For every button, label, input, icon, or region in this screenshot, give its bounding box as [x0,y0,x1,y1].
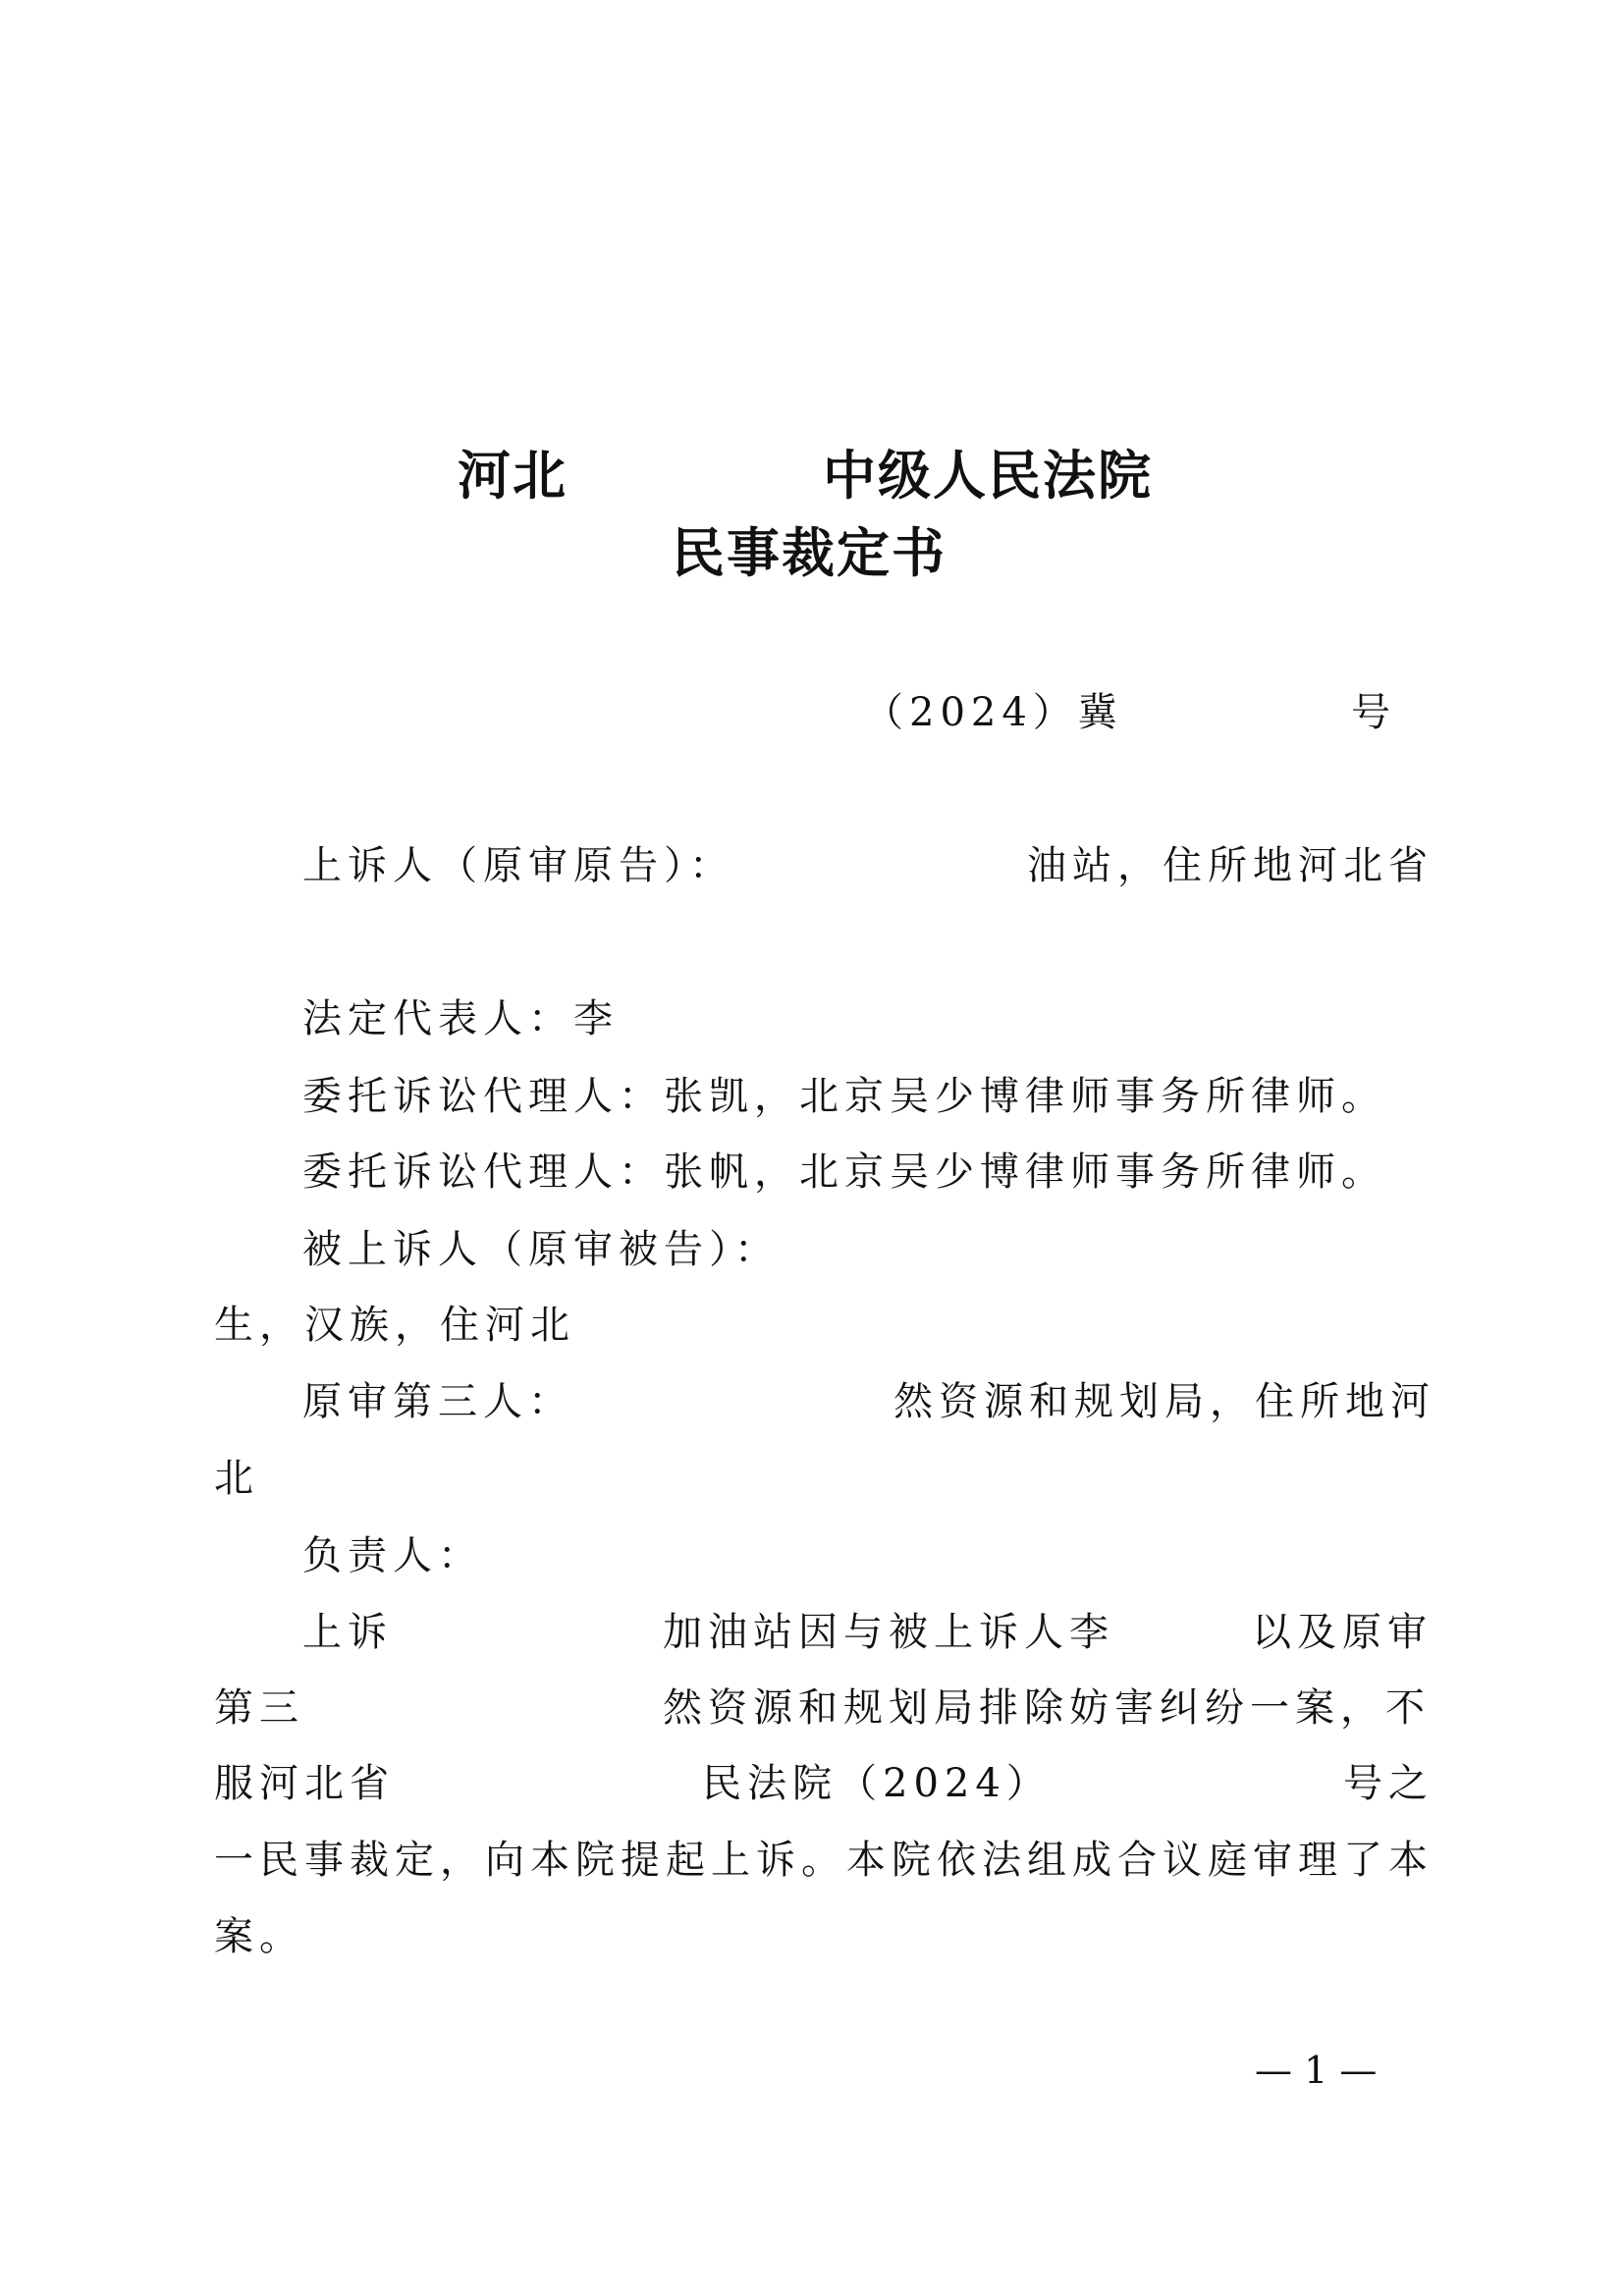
paragraph-line4: 一民事裁定，向本院提起上诉。本院依法组成合议庭审理了本 [214,1838,1434,1883]
paragraph-line1-a: 上诉 [302,1610,393,1655]
appellant-info: 油站，住所地河北省 [1027,843,1434,888]
legal-representative: 法定代表人：李 [302,996,619,1041]
paragraph-line3-c: 号之 [1343,1761,1434,1806]
paragraph-line3-a: 服河北省 [214,1761,395,1806]
agent-1: 委托诉讼代理人：张凯，北京吴少博律师事务所律师。 [302,1074,1386,1119]
paragraph-line1-c: 以及原审 [1252,1610,1433,1655]
third-party-info-cont: 北 [214,1456,259,1501]
case-number-prefix: （2024）冀 [864,690,1123,735]
paragraph-line2-b: 然资源和规划局排除妨害纠纷一案，不 [663,1685,1431,1731]
appellee-info: 生，汉族，住河北 [214,1303,575,1348]
appellant-label: 上诉人（原审原告）： [302,843,734,888]
paragraph-line3-b: 民法院（2024） [702,1761,1052,1806]
court-title-part2: 中级人民法院 [823,444,1153,507]
third-party-label: 原审第三人： [302,1379,573,1424]
responsible-person: 负责人： [302,1533,483,1578]
court-title-part1: 河北 [458,444,568,507]
appellee-label: 被上诉人（原审被告）： [302,1227,780,1272]
paragraph-line5: 案。 [214,1914,304,1959]
case-number-suffix: 号 [1351,690,1396,735]
paragraph-line1-b: 加油站因与被上诉人李 [663,1610,1114,1655]
paragraph-line2-a: 第三 [214,1685,304,1731]
third-party-info: 然资源和规划局，住所地河 [893,1379,1435,1424]
document-type-title: 民事裁定书 [672,521,947,584]
agent-2: 委托诉讼代理人：张帆，北京吴少博律师事务所律师。 [302,1149,1386,1195]
page-number: — 1 — [1255,2049,1378,2092]
